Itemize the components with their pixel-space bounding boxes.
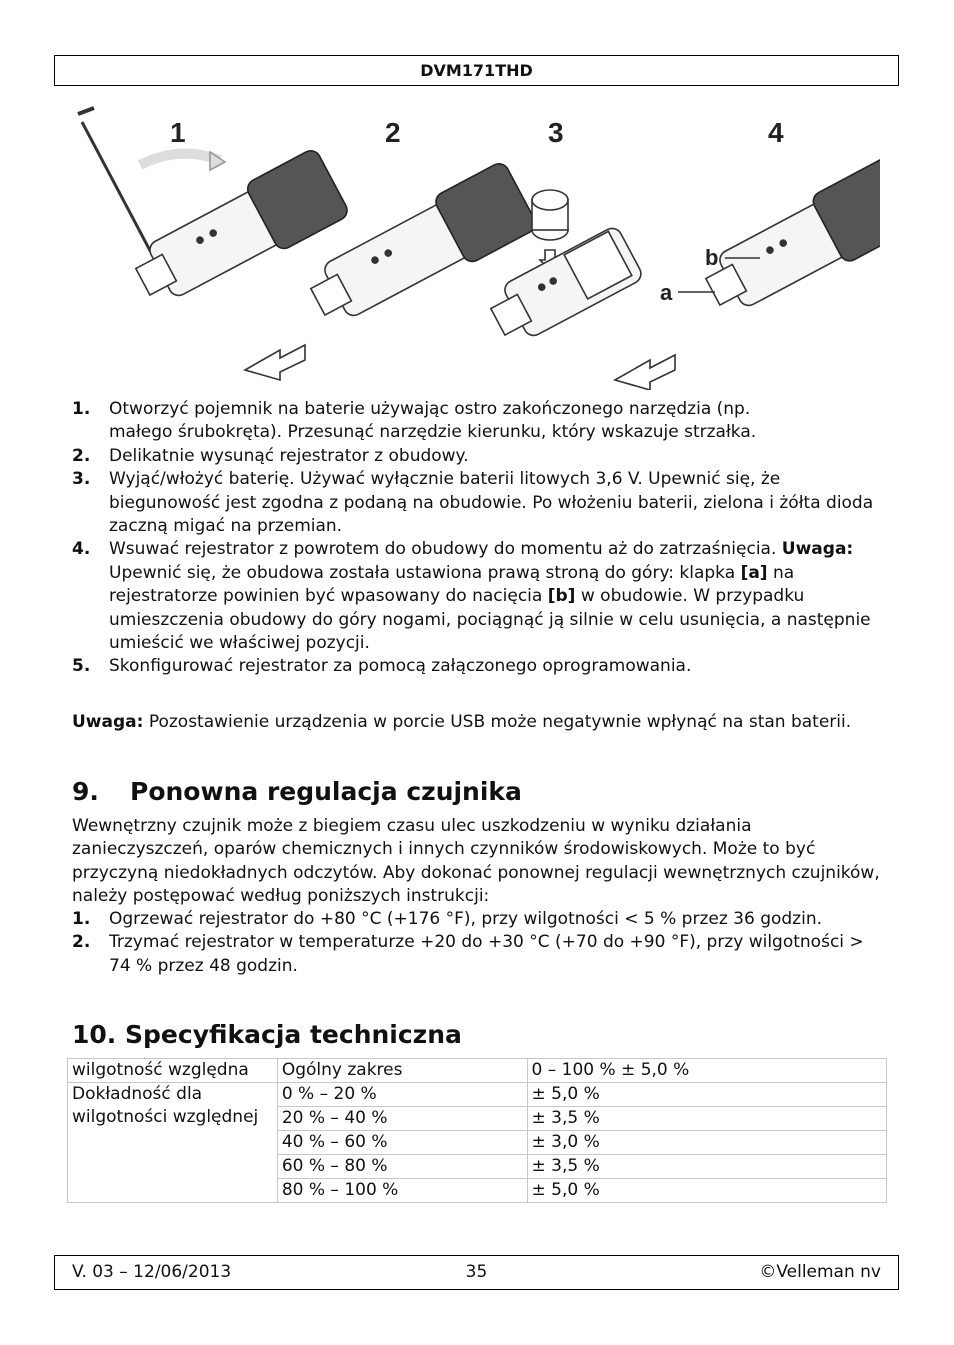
usb-note [72, 711, 862, 734]
ref-b: [b] [547, 586, 576, 607]
list-item-number: 2. [72, 932, 91, 953]
list-item-text: Otworzyć pojemnik na baterie używając ostro zakończonego narzędzia (np. małego śrubokręta). Przesunąć narzędzie kierunku, który wskazuje strzałka. [109, 399, 757, 443]
footer-copyright: ©Velleman nv [759, 1262, 881, 1282]
callout-label-b: b [705, 245, 719, 270]
list-item-number: 1. [72, 909, 91, 929]
step-number-2: 2 [385, 117, 401, 148]
section-number: 10. [72, 1020, 117, 1049]
step-number-4: 4 [768, 117, 784, 148]
table-cell: 20 % – 40 % [277, 1107, 527, 1131]
table-cell: ± 3,0 % [527, 1131, 886, 1155]
table-cell: ± 5,0 % [527, 1083, 886, 1107]
table-row [68, 1059, 887, 1083]
list-item-text: Skonfigurować rejestrator za pomocą załączonego oprogramowania. [109, 656, 692, 677]
list-item-text: Wsuwać rejestrator z powrotem do obudowy do momentu aż do zatrzaśnięcia. [109, 539, 777, 560]
section-number: 9. [72, 777, 99, 806]
list-item-text: Trzymać rejestrator w temperaturze +20 do +30 °C (+70 do +90 °F), przy wilgotności > 74 % przez 48 godzin. [109, 932, 864, 976]
table-cell: 80 % – 100 % [277, 1179, 527, 1203]
table-cell: ± 3,5 % [527, 1107, 886, 1131]
list-item [72, 445, 882, 468]
note-text: Pozostawienie urządzenia w porcie USB może negatywnie wpłynąć na stan baterii. [148, 712, 852, 732]
list-item [72, 468, 882, 538]
list-item-text: Ogrzewać rejestrator do +80 °C (+176 °F), przy wilgotności < 5 % przez 36 godzin. [109, 909, 822, 929]
table-cell: ± 3,5 % [527, 1155, 886, 1179]
footer-version: V. 03 – 12/06/2013 [72, 1262, 232, 1282]
step-number-3: 3 [548, 117, 564, 148]
list-item-text: Upewnić się, że obudowa została ustawiona prawą stroną do góry: klapka [109, 562, 736, 583]
battery-steps-list [72, 398, 882, 679]
table-cell: 60 % – 80 % [277, 1155, 527, 1179]
list-item [72, 538, 882, 655]
note-label: Uwaga: [72, 712, 144, 732]
logger-device-4 [695, 155, 880, 325]
list-item-number: 2. [72, 445, 91, 466]
section-title: Ponowna regulacja czujnika [130, 777, 522, 806]
table-cell: Ogólny zakres [277, 1059, 527, 1083]
table-cell: ± 5,0 % [527, 1179, 886, 1203]
list-item-text: na rejestratorze powinien być wpasowany do nacięcia [109, 562, 795, 607]
page-header [54, 55, 899, 86]
list-item [72, 398, 882, 445]
list-item-number: 5. [72, 656, 91, 677]
list-item-number: 3. [72, 469, 91, 490]
header-title: DVM171THD [420, 61, 533, 80]
list-item [72, 655, 882, 678]
list-item [72, 931, 872, 978]
note-label: Uwaga: [781, 539, 854, 560]
ref-a: [a] [740, 562, 768, 583]
callout-label-a: a [660, 280, 673, 305]
list-item-number: 1. [72, 399, 91, 419]
step-number-1: 1 [170, 117, 186, 148]
list-item-text: Delikatnie wysunąć rejestrator z obudowy. [109, 445, 469, 466]
table-cell: 0 % – 20 % [277, 1083, 527, 1107]
list-item-text: w obudowie. W przypadku umieszczenia obudowy do góry nogami, pociągnąć ją silnie w celu usunięcia, a następnie umieścić we właściwej pozycji. [109, 586, 871, 654]
section-10-heading [72, 1020, 462, 1050]
recalibration-steps-list [72, 908, 872, 978]
table-cell: 0 – 100 % ± 5,0 % [527, 1059, 886, 1083]
list-item-text: Wyjąć/włożyć baterię. Używać wyłącznie baterii litowych 3,6 V. Upewnić się, że biegunowość jest zgodna z podaną na obudowie. Po włożeniu baterii, zielona i żółta dioda zaczną migać na przemian. [109, 469, 874, 537]
list-item [72, 908, 872, 931]
spec-table [67, 1058, 887, 1203]
battery-replacement-illustration [70, 100, 880, 390]
table-row [68, 1083, 887, 1107]
table-cell: 40 % – 60 % [277, 1131, 527, 1155]
section-9-intro: Wewnętrzny czujnik może z biegiem czasu ulec uszkodzeniu w wyniku działania zanieczyszczeń, oparów chemicznych i innych czynników środowiskowych. Może to być przyczyną niedokładnych odczytów. Aby dokonać ponownej regulacji wewnętrznych czujników, należy postępować według poniższych instrukcji: [72, 816, 880, 907]
list-item-number: 4. [72, 539, 91, 560]
section-title: Specyfikacja techniczna [125, 1020, 462, 1049]
page-footer [54, 1255, 899, 1290]
table-cell-accuracy-label: Dokładność dla wilgotności względnej [68, 1083, 278, 1203]
footer-page-number: 35 [465, 1262, 488, 1282]
table-cell: wilgotność względna [68, 1059, 278, 1083]
section-9-heading [72, 777, 522, 807]
